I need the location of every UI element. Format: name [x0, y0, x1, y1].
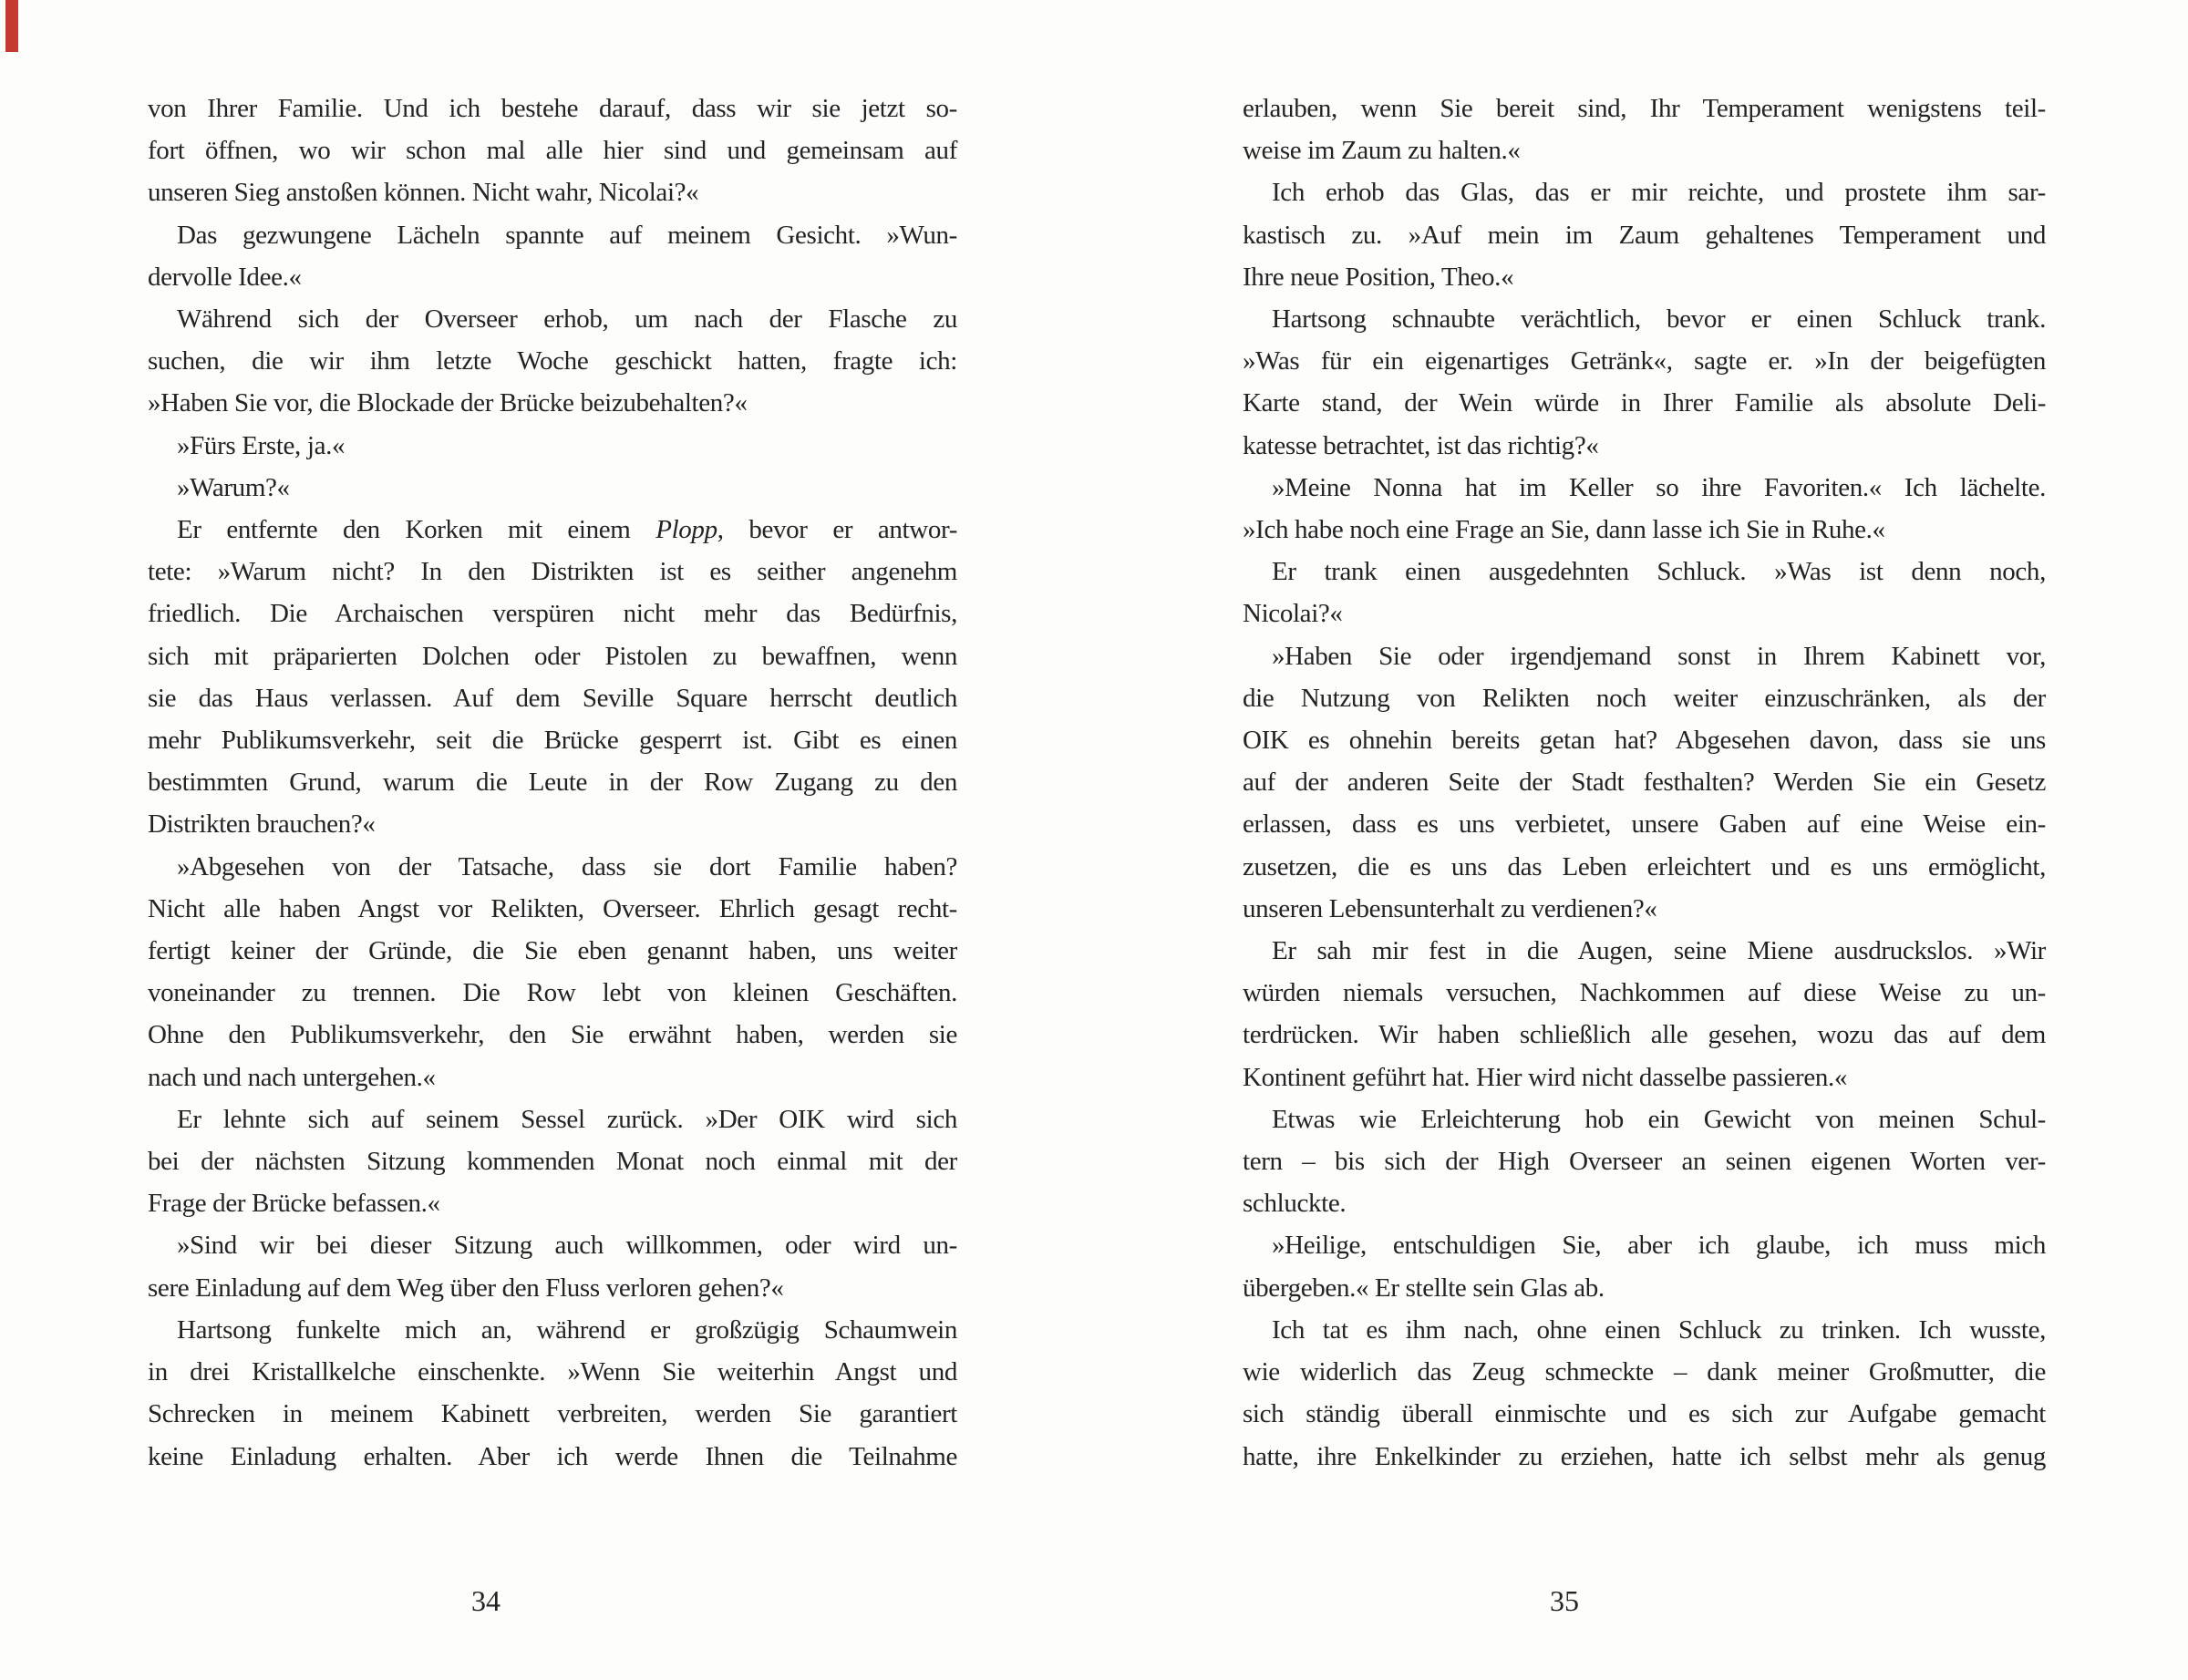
- text-line: Frage der Brücke befassen.«: [148, 1189, 440, 1219]
- paragraph: [148, 846, 957, 1098]
- text-line: Kontinent geführt hat. Hier wird nicht dasselbe passieren.«: [1243, 1062, 1848, 1092]
- paragraph: [148, 1098, 957, 1225]
- text-line: bei der nächsten Sitzung kommenden Monat noch einmal mit der: [148, 1147, 957, 1177]
- text-line: »Fürs Erste, ja.«: [177, 430, 346, 460]
- paragraph: [1243, 930, 2046, 1098]
- text-line: »Was für ein eigenartiges Getränk«, sagte er. »In der beigefügten: [1243, 346, 2046, 376]
- paragraph: [148, 1224, 957, 1308]
- paragraph: [1243, 635, 2046, 930]
- text-line: fertigt keiner der Gründe, die Sie eben genannt haben, uns weiter: [148, 936, 957, 966]
- paragraph: [1243, 467, 2046, 551]
- text-line: unseren Lebensunterhalt zu verdienen?«: [1243, 893, 1657, 923]
- text-line: sich mit präparierten Dolchen oder Pistolen zu bewaffnen, wenn: [148, 641, 957, 671]
- text-line: terdrücken. Wir haben schließlich alle gesehen, wozu das auf dem: [1243, 1020, 2046, 1050]
- text-line: schluckte.: [1243, 1189, 1347, 1219]
- text-line: »Haben Sie oder irgendjemand sonst in Ihrem Kabinett vor,: [1272, 641, 2046, 671]
- text-line: auf der anderen Seite der Stadt festhalten? Werden Sie ein Gesetz: [1243, 768, 2046, 798]
- paragraph: [1243, 298, 2046, 467]
- text-line: wie widerlich das Zeug schmeckte – dank meiner Großmutter, die: [1243, 1357, 2046, 1387]
- text-line: Er lehnte sich auf seinem Sessel zurück. »Der OIK wird sich: [177, 1104, 957, 1134]
- text-line: erlassen, dass es uns verbietet, unsere Gaben auf eine Weise ein-: [1243, 809, 2046, 840]
- text-line: Distrikten brauchen?«: [148, 809, 376, 840]
- page-right-number: 35: [1550, 1584, 1579, 1617]
- paragraph: [148, 509, 957, 846]
- text-line: zusetzen, die es uns das Leben erleichtert und es uns ermöglicht,: [1243, 851, 2046, 881]
- text-line: fort öffnen, wo wir schon mal alle hier sind und gemeinsam auf: [148, 136, 957, 166]
- text-line: Ohne den Publikumsverkehr, den Sie erwähnt haben, werden sie: [148, 1020, 957, 1050]
- italic-text: Plopp: [655, 515, 717, 545]
- text-line: »Warum?«: [177, 472, 290, 502]
- text-line: in drei Kristallkelche einschenkte. »Wenn Sie weiterhin Angst und: [148, 1357, 957, 1387]
- text-line: tete: »Warum nicht? In den Distrikten ist es seither angenehm: [148, 557, 957, 587]
- text-line: Etwas wie Erleichterung hob ein Gewicht von meinen Schul-: [1272, 1104, 2046, 1134]
- text-line: Hartsong schnaubte verächtlich, bevor er einen Schluck trank.: [1272, 304, 2046, 335]
- text-line: unseren Sieg anstoßen können. Nicht wahr, Nicolai?«: [148, 178, 699, 208]
- text-line: mehr Publikumsverkehr, seit die Brücke gesperrt ist. Gibt es einen: [148, 726, 957, 756]
- text-line: »Heilige, entschuldigen Sie, aber ich glaube, ich muss mich: [1272, 1231, 2046, 1261]
- paragraph: [148, 214, 957, 298]
- text-line: voneinander zu trennen. Die Row lebt von kleinen Geschäften.: [148, 978, 957, 1008]
- text-line: »Meine Nonna hat im Keller so ihre Favoriten.« Ich lächelte.: [1272, 472, 2046, 502]
- text-line: sie das Haus verlassen. Auf dem Seville Square herrscht deutlich: [148, 683, 957, 713]
- text-line: keine Einladung erhalten. Aber ich werde Ihnen die Teilnahme: [148, 1441, 957, 1471]
- paragraph: [1243, 1098, 2046, 1225]
- text-line: Er sah mir fest in die Augen, seine Miene ausdruckslos. »Wir: [1272, 936, 2046, 966]
- text-line: friedlich. Die Archaischen verspüren nicht mehr das Bedürfnis,: [148, 599, 957, 629]
- text-line: sich ständig überall einmischte und es sich zur Aufgabe gemacht: [1243, 1399, 2046, 1429]
- text-line: Nicolai?«: [1243, 599, 1343, 629]
- page-left-number: 34: [471, 1584, 501, 1617]
- text-line: katesse betrachtet, ist das richtig?«: [1243, 430, 1599, 460]
- paragraph: [148, 467, 957, 509]
- text-line: »Haben Sie vor, die Blockade der Brücke beizubehalten?«: [148, 388, 748, 418]
- text-line: Ihre neue Position, Theo.«: [1243, 262, 1514, 292]
- text-line: erlauben, wenn Sie bereit sind, Ihr Temperament wenigstens teil-: [1243, 94, 2046, 123]
- paragraph: [148, 1309, 957, 1478]
- page-left-text-column: [148, 88, 957, 1478]
- text-line: nach und nach untergehen.«: [148, 1062, 436, 1092]
- paragraph: [148, 298, 957, 425]
- text-line: Hartsong funkelte mich an, während er großzügig Schaumwein: [177, 1314, 957, 1345]
- text-line: sere Einladung auf dem Weg über den Fluss verloren gehen?«: [148, 1273, 784, 1303]
- text-line: »Ich habe noch eine Frage an Sie, dann lasse ich Sie in Ruhe.«: [1243, 515, 1885, 545]
- text-line: Ich tat es ihm nach, ohne einen Schluck zu trinken. Ich wusste,: [1272, 1314, 2046, 1345]
- paragraph: [1243, 1309, 2046, 1478]
- text-line: »Sind wir bei dieser Sitzung auch willkommen, oder wird un-: [177, 1231, 957, 1261]
- page-right-text-column: [1243, 88, 2046, 1478]
- text-line: die Nutzung von Relikten noch weiter einzuschränken, als der: [1243, 683, 2046, 713]
- page-right: [1094, 0, 2188, 1680]
- paragraph: [1243, 1224, 2046, 1308]
- text-line: würden niemals versuchen, Nachkommen auf diese Weise zu un-: [1243, 978, 2046, 1008]
- text-line: OIK es ohnehin bereits getan hat? Abgesehen davon, dass sie uns: [1243, 726, 2046, 756]
- paragraph: [148, 425, 957, 467]
- paragraph: [148, 88, 957, 214]
- text-line: weise im Zaum zu halten.«: [1243, 136, 1521, 166]
- paragraph: [1243, 171, 2046, 298]
- text-line: dervolle Idee.«: [148, 262, 302, 292]
- text-line: Nicht alle haben Angst vor Relikten, Overseer. Ehrlich gesagt recht-: [148, 893, 957, 923]
- paragraph: [1243, 551, 2046, 634]
- text-line: Während sich der Overseer erhob, um nach der Flasche zu: [177, 304, 957, 335]
- text-line: Er entfernte den Korken mit einem Plopp, bevor er antwor-: [177, 515, 957, 545]
- text-line: von Ihrer Familie. Und ich bestehe darauf, dass wir sie jetzt so-: [148, 94, 957, 123]
- text-line: Karte stand, der Wein würde in Ihrer Familie als absolute Deli-: [1243, 388, 2046, 418]
- paragraph: [1243, 88, 2046, 171]
- text-line: kastisch zu. »Auf mein im Zaum gehaltenes Temperament und: [1243, 220, 2046, 250]
- text-line: Schrecken in meinem Kabinett verbreiten, werden Sie garantiert: [148, 1399, 957, 1429]
- text-line: bestimmten Grund, warum die Leute in der Row Zugang zu den: [148, 768, 957, 798]
- text-line: suchen, die wir ihm letzte Woche geschickt hatten, fragte ich:: [148, 346, 957, 376]
- text-line: »Abgesehen von der Tatsache, dass sie dort Familie haben?: [177, 851, 957, 881]
- text-line: übergeben.« Er stellte sein Glas ab.: [1243, 1273, 1605, 1303]
- text-line: hatte, ihre Enkelkinder zu erziehen, hatte ich selbst mehr als genug: [1243, 1441, 2046, 1471]
- text-line: Er trank einen ausgedehnten Schluck. »Was ist denn noch,: [1272, 557, 2046, 587]
- text-line: tern – bis sich der High Overseer an seinen eigenen Worten ver-: [1243, 1147, 2046, 1177]
- text-line: Das gezwungene Lächeln spannte auf meinem Gesicht. »Wun-: [177, 220, 957, 250]
- text-line: Ich erhob das Glas, das er mir reichte, und prostete ihm sar-: [1272, 178, 2046, 208]
